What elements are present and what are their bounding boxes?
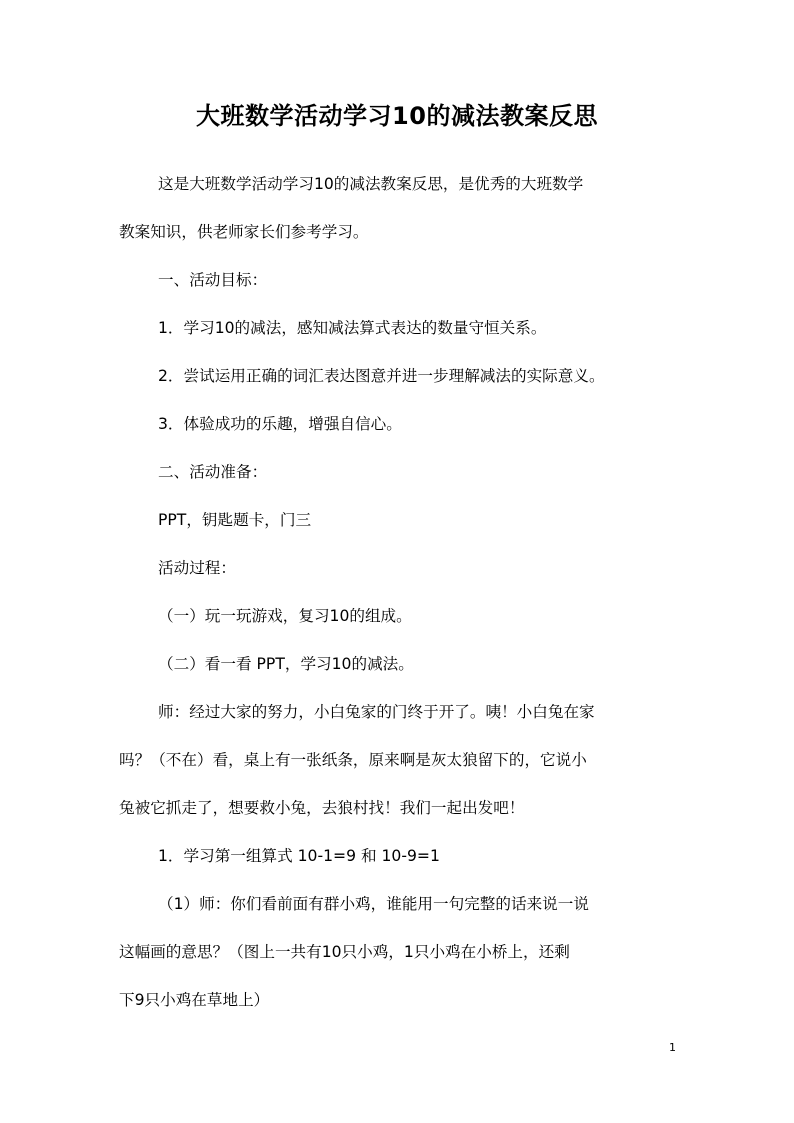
section-heading: 一、活动目标： bbox=[158, 271, 268, 289]
paragraph: 下9只小鸡在草地上） bbox=[119, 991, 270, 1009]
section-heading: 活动过程： bbox=[158, 559, 236, 577]
paragraph: PPT，钥匙题卡，门三 bbox=[158, 511, 312, 529]
paragraph: 兔被它抓走了，想要救小兔，去狼村找！我们一起出发吧！ bbox=[119, 799, 525, 817]
document-body bbox=[119, 160, 679, 1024]
paragraph: （1）师：你们看前面有群小鸡，谁能用一句完整的话来说一说 bbox=[158, 895, 589, 913]
paragraph: 吗？（不在）看，桌上有一张纸条，原来啊是灰太狼留下的，它说小 bbox=[119, 751, 587, 769]
paragraph: 教案知识，供老师家长们参考学习。 bbox=[119, 223, 369, 241]
list-item: 2．尝试运用正确的词汇表达图意并进一步理解减法的实际意义。 bbox=[158, 367, 605, 385]
list-item: 1．学习第一组算式 10-1=9 和 10-9=1 bbox=[158, 847, 440, 865]
list-item: 1．学习10的减法，感知减法算式表达的数量守恒关系。 bbox=[158, 319, 547, 337]
section-heading: 二、活动准备： bbox=[158, 463, 268, 481]
list-item: （二）看一看 PPT，学习10的减法。 bbox=[158, 655, 414, 673]
paragraph: 师：经过大家的努力，小白兔家的门终于开了。咦！小白兔在家 bbox=[158, 703, 595, 721]
list-item: （一）玩一玩游戏，复习10的组成。 bbox=[158, 607, 412, 625]
document-title: 大班数学活动学习10的减法教案反思 bbox=[196, 102, 598, 130]
page-number: 1 bbox=[669, 1041, 676, 1054]
list-item: 3．体验成功的乐趣，增强自信心。 bbox=[158, 415, 402, 433]
paragraph: 这是大班数学活动学习10的减法教案反思，是优秀的大班数学 bbox=[158, 175, 584, 193]
paragraph: 这幅画的意思？（图上一共有10只小鸡，1只小鸡在小桥上，还剩 bbox=[119, 943, 570, 961]
